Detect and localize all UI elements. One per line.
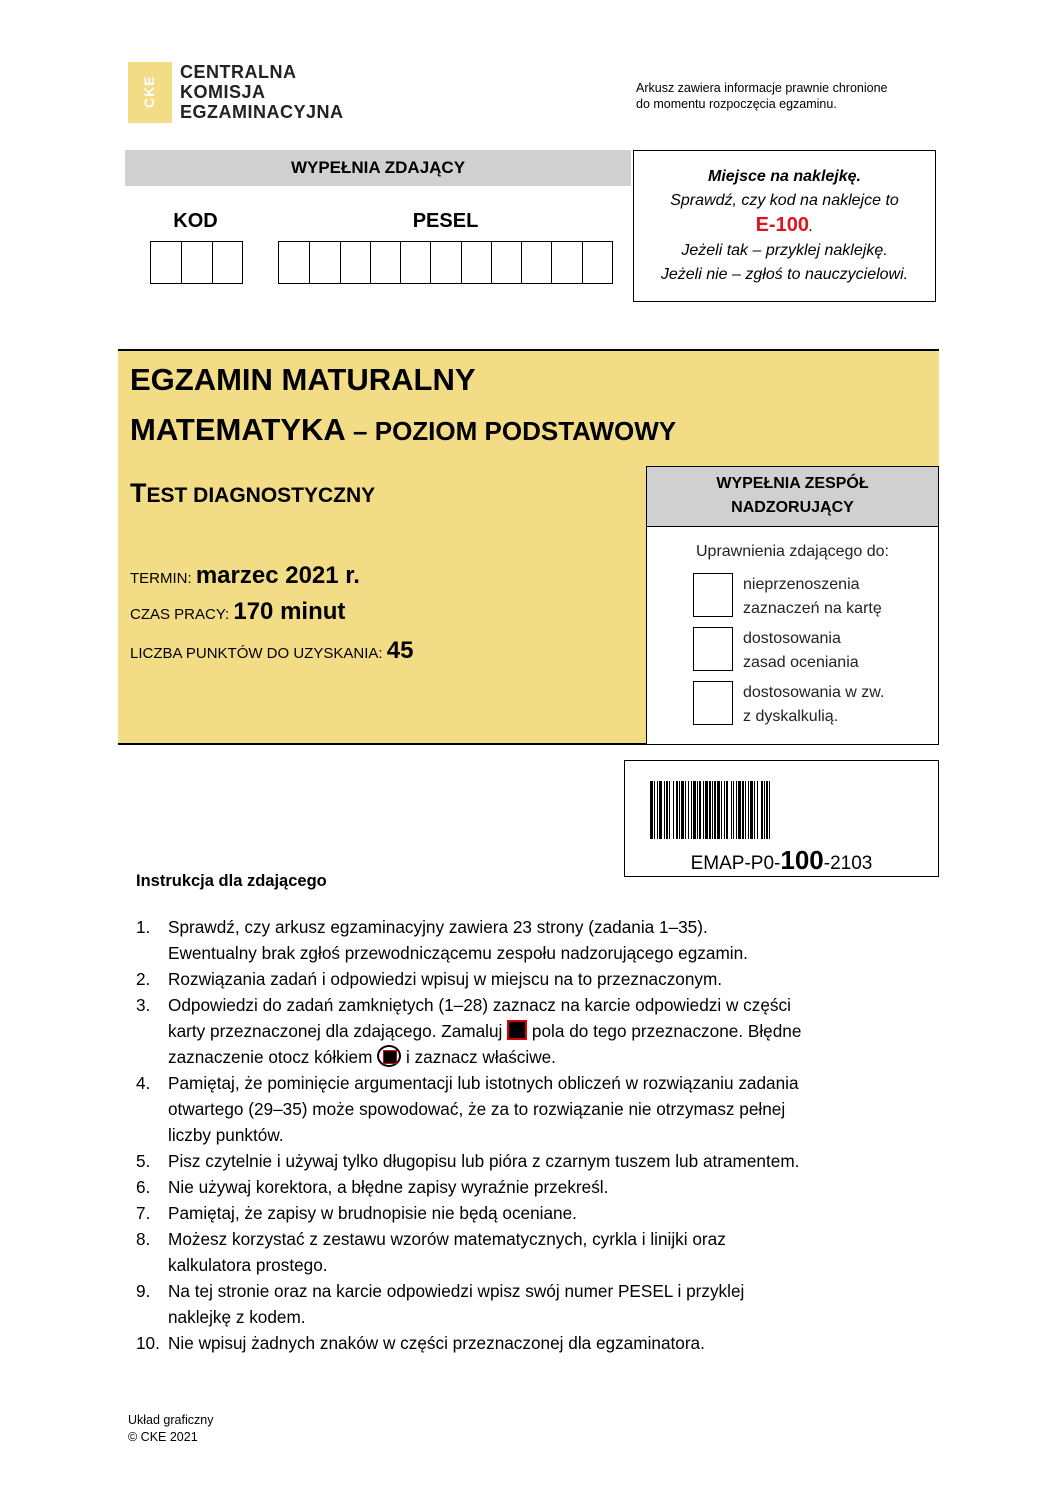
cke-logo-mark: CKE xyxy=(128,62,172,123)
supervisors-panel xyxy=(646,466,939,745)
kod-cell[interactable] xyxy=(181,242,211,283)
sticker-yes-text: Jeżeli tak – przyklej naklejkę. xyxy=(681,242,888,259)
pesel-cell[interactable] xyxy=(551,242,581,283)
sticker-check-text: Sprawdź, czy kod na naklejce to xyxy=(670,192,899,209)
instruction-item: 1. Sprawdź, czy arkusz egzaminacyjny zawiera 23 strony (zadania 1–35). Ewentualny brak zgłoś przewodniczącemu zespołu nadzorującego egzamin. xyxy=(136,917,748,963)
pesel-cell[interactable] xyxy=(491,242,521,283)
exam-points: LICZBA PUNKTÓW DO UZYSKANIA: 45 xyxy=(130,637,414,664)
instruction-item: 2. Rozwiązania zadań i odpowiedzi wpisuj w miejscu na to przeznaczonym. xyxy=(136,969,723,989)
pesel-cell[interactable] xyxy=(340,242,370,283)
instruction-item: 4. Pamiętaj, że pominięcie argumentacji lub istotnych obliczeń w rozwiązaniu zadania otwartego (29–35) może spowodować, że za to rozwiązanie nie otrzymasz pełnej liczby punktów. xyxy=(136,1073,799,1145)
exam-subject: MATEMATYKA – POZIOM PODSTAWOWY xyxy=(130,412,677,447)
kod-input-grid xyxy=(150,241,243,284)
circled-square-icon xyxy=(377,1045,401,1067)
accommodation-checkbox[interactable] xyxy=(693,681,733,725)
instruction-item: 3. Odpowiedzi do zadań zamkniętych (1–28) zaznacz na karcie odpowiedzi w części karty przeznaczonej dla zdającego. Zamaluj pola do tego przeznaczone. Błędne zaznaczenie otocz kółkiem i zaznacz właściwe. xyxy=(136,995,802,1067)
instruction-item: 8. Możesz korzystać z zestawu wzorów matematycznych, cyrkla i linijki oraz kalkulatora prostego. xyxy=(136,1229,726,1275)
instruction-item: 10. Nie wpisuj żadnych znaków w części przeznaczonej dla egzaminatora. xyxy=(136,1333,705,1353)
pesel-cell[interactable] xyxy=(400,242,430,283)
sticker-title: Miejsce na naklejkę. xyxy=(708,168,861,185)
supervisors-subtitle: Uprawnienia zdającego do: xyxy=(695,543,889,560)
exam-title: EGZAMIN MATURALNY xyxy=(130,362,476,397)
instruction-item: 5. Pisz czytelnie i używaj tylko długopisu lub pióra z czarnym tuszem lub atramentem. xyxy=(136,1151,800,1171)
instructions-list xyxy=(136,914,916,1356)
candidate-section-title: WYPEŁNIA ZDAJĄCY xyxy=(125,150,631,186)
sticker-code: E-100 xyxy=(755,214,809,236)
instruction-item: 7. Pamiętaj, że zapisy w brudnopisie nie będą oceniane. xyxy=(136,1203,577,1223)
instruction-item: 9. Na tej stronie oraz na karcie odpowiedzi wpisz swój numer PESEL i przyklej naklejkę z kodem. xyxy=(136,1281,745,1327)
pesel-cell[interactable] xyxy=(279,242,309,283)
supervisors-title: WYPEŁNIA ZESPÓŁ NADZORUJĄCY xyxy=(647,467,938,527)
pesel-cell[interactable] xyxy=(582,242,612,283)
cke-logo-text: CENTRALNA KOMISJA EGZAMINACYJNA xyxy=(180,62,344,122)
pesel-input-grid xyxy=(278,241,613,284)
pesel-cell[interactable] xyxy=(370,242,400,283)
barcode-code: EMAP-P0-100-2103 xyxy=(690,845,873,875)
kod-label: KOD xyxy=(173,210,218,232)
accommodation-option xyxy=(693,627,859,675)
kod-cell[interactable] xyxy=(212,242,242,283)
barcode-box xyxy=(624,760,939,877)
exam-test-type: TEST DIAGNOSTYCZNY xyxy=(130,478,376,508)
accommodation-option xyxy=(693,681,884,729)
accommodation-option xyxy=(693,573,882,621)
accommodation-checkbox[interactable] xyxy=(693,627,733,671)
sticker-area: Miejsce na naklejkę. Sprawdź, czy kod na naklejce to E-100. Jeżeli tak – przyklej naklejkę. Jeżeli nie – zgłoś to nauczycielowi. xyxy=(633,150,936,302)
barcode-icon xyxy=(650,781,916,839)
kod-cell[interactable] xyxy=(151,242,181,283)
accommodation-label: dostosowania w zw. z dyskalkulią. xyxy=(743,684,885,725)
cke-logo xyxy=(128,62,344,123)
filled-square-icon xyxy=(507,1020,527,1040)
legal-notice: Arkusz zawiera informacje prawnie chronione do momentu rozpoczęcia egzaminu. xyxy=(636,81,888,111)
pesel-label: PESEL xyxy=(412,210,479,232)
exam-duration: CZAS PRACY: 170 minut xyxy=(130,598,346,625)
instructions-title: Instrukcja dla zdającego xyxy=(136,872,327,890)
pesel-cell[interactable] xyxy=(521,242,551,283)
accommodation-label: nieprzenoszenia zaznaczeń na kartę xyxy=(743,576,882,617)
pesel-cell[interactable] xyxy=(430,242,460,283)
pesel-cell[interactable] xyxy=(461,242,491,283)
instruction-item: 6. Nie używaj korektora, a błędne zapisy wyraźnie przekreśl. xyxy=(136,1177,609,1197)
exam-date: TERMIN: marzec 2021 r. xyxy=(130,562,360,589)
sticker-no-text: Jeżeli nie – zgłoś to nauczycielowi. xyxy=(660,266,909,283)
accommodation-checkbox[interactable] xyxy=(693,573,733,617)
accommodation-label: dostosowania zasad oceniania xyxy=(743,630,859,671)
footer: Układ graficzny © CKE 2021 xyxy=(128,1413,214,1444)
barcode-stripe xyxy=(770,781,773,839)
pesel-cell[interactable] xyxy=(309,242,339,283)
